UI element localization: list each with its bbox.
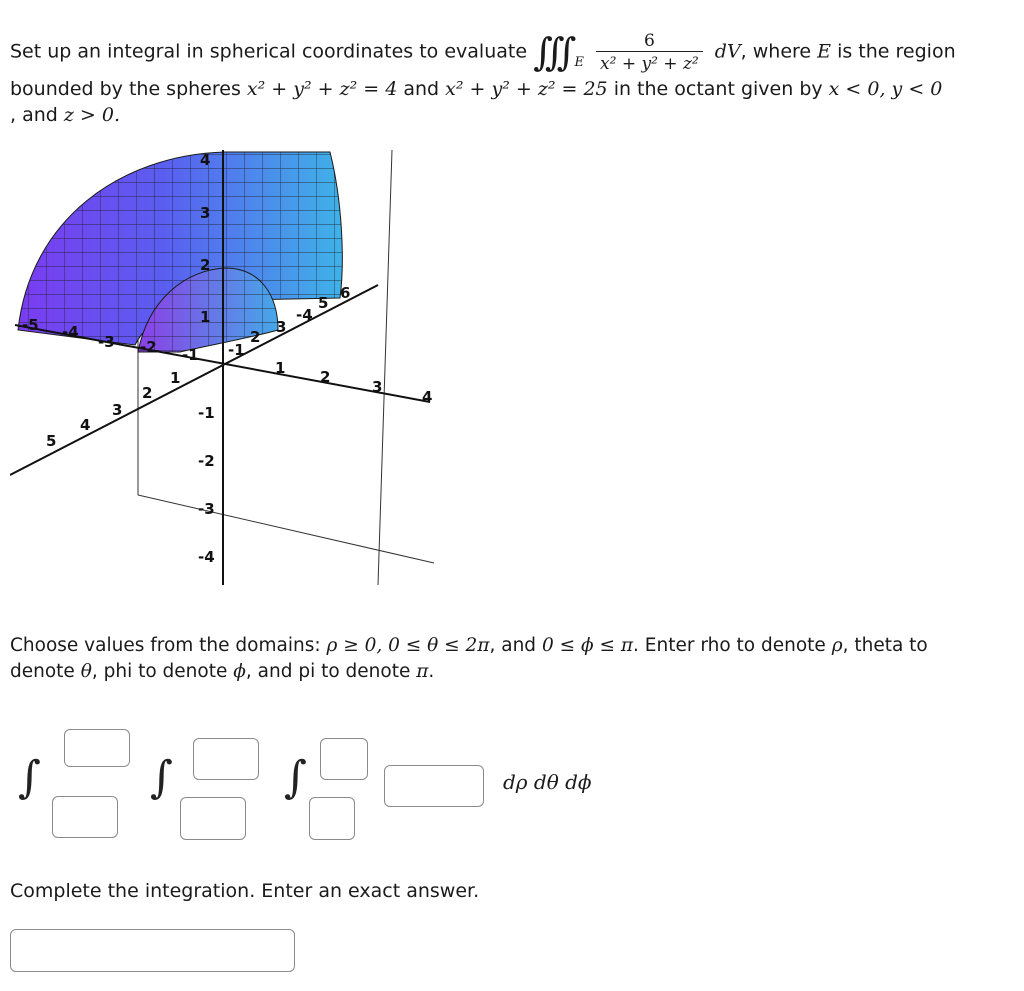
instr-g: . — [428, 661, 435, 682]
tick-y-5: 5 — [46, 432, 57, 450]
outer-upper-limit-input[interactable] — [64, 729, 130, 767]
completion-prompt: Complete the integration. Enter an exact answer. — [10, 880, 480, 902]
tick-back-neg-2: -2 — [140, 338, 157, 356]
theta-symbol: θ — [80, 661, 92, 682]
tick-x-neg-3: -3 — [98, 333, 115, 351]
instr-c: , theta to — [842, 635, 928, 656]
rho-symbol: ρ — [831, 635, 843, 656]
tick-z-neg-3: -3 — [198, 500, 215, 518]
box-edge-right — [378, 150, 392, 585]
final-answer-input[interactable] — [10, 929, 295, 972]
tick-z-3: 3 — [200, 204, 211, 222]
tick-z-neg-1: -1 — [198, 404, 215, 422]
tick-back-4: -4 — [296, 306, 313, 324]
middle-integral-symbol: ∫ — [150, 752, 173, 803]
integrand-numerator: 6 — [643, 30, 655, 51]
pi-symbol: π — [416, 661, 429, 682]
spheres-text: bounded by the spheres — [10, 78, 241, 100]
tick-x-neg-5: -5 — [22, 316, 39, 334]
tick-back-6: 6 — [340, 284, 351, 302]
inner-upper-limit-input[interactable] — [320, 738, 368, 780]
tick-z-neg-4: -4 — [198, 548, 215, 566]
where-text: , where — [740, 40, 812, 63]
tick-x-1: 1 — [275, 359, 286, 377]
problem-prefix: Set up an integral in spherical coordinates to evaluate — [10, 40, 528, 63]
domain-phi: 0 ≤ ϕ ≤ π — [541, 635, 634, 656]
middle-upper-limit-input[interactable] — [193, 738, 259, 780]
instr-b: . Enter rho to denote — [633, 635, 826, 656]
tick-y-3: 3 — [112, 401, 123, 419]
triple-integral-symbol: ∫∫∫ — [533, 30, 569, 74]
instr-f: , and pi to denote — [245, 661, 411, 682]
tick-back-2: 2 — [250, 328, 261, 346]
tick-x-neg-1: -1 — [182, 346, 199, 364]
middle-lower-limit-input[interactable] — [180, 797, 246, 840]
outer-lower-limit-input[interactable] — [52, 796, 118, 838]
condition-z: z > 0. — [63, 104, 121, 126]
region-subscript: E — [574, 54, 584, 70]
integrand-denominator: x² + y² + z² — [596, 51, 703, 74]
integrand-fraction — [596, 31, 703, 74]
tick-x-2: 2 — [320, 368, 331, 386]
tick-y-2: 2 — [142, 384, 153, 402]
tick-z-2: 2 — [200, 256, 211, 274]
instr-and: , and — [489, 635, 537, 656]
tick-y-1: 1 — [170, 369, 181, 387]
dv-symbol: dV — [714, 40, 741, 63]
problem-line-1 — [10, 30, 956, 74]
tick-back-5: 5 — [318, 294, 329, 312]
box-edge-bottom — [138, 495, 434, 563]
outer-integral-symbol: ∫ — [18, 752, 41, 803]
tick-y-4: 4 — [80, 416, 91, 434]
tick-z-neg-2: -2 — [198, 452, 215, 470]
sphere-1: x² + y² + z² = 4 — [246, 78, 398, 100]
tick-back-1: -1 — [228, 341, 245, 359]
tick-x-neg-4: -4 — [62, 323, 79, 341]
tick-x-4: 4 — [422, 388, 433, 406]
problem-line-2 — [10, 78, 942, 100]
and-text: , and — [10, 104, 58, 126]
octant-text: in the octant given by — [613, 78, 823, 100]
inner-lower-limit-input[interactable] — [309, 797, 355, 840]
instr-d: denote — [10, 661, 75, 682]
integrand-input[interactable] — [384, 765, 484, 807]
tick-z-4: 4 — [200, 151, 211, 169]
sphere-2: x² + y² + z² = 25 — [445, 78, 608, 100]
tick-back-3: 3 — [276, 318, 287, 336]
and-word: and — [403, 78, 440, 100]
region-text: is the region — [837, 40, 956, 63]
differentials: dρ dθ dϕ — [503, 770, 592, 794]
phi-symbol: ϕ — [233, 661, 246, 682]
instr-e: , phi to denote — [91, 661, 228, 682]
region-var: E — [817, 40, 832, 63]
condition-xy: x < 0, y < 0 — [828, 78, 943, 100]
problem-line-3 — [10, 104, 120, 126]
instr-a: Choose values from the domains: — [10, 635, 321, 656]
domain-instructions — [10, 633, 1010, 685]
tick-z-1: 1 — [200, 308, 211, 326]
inner-integral-symbol: ∫ — [284, 752, 307, 803]
tick-x-3: 3 — [372, 378, 383, 396]
domain-rho-theta: ρ ≥ 0, 0 ≤ θ ≤ 2π — [326, 635, 490, 656]
spherical-region-figure — [10, 140, 440, 600]
